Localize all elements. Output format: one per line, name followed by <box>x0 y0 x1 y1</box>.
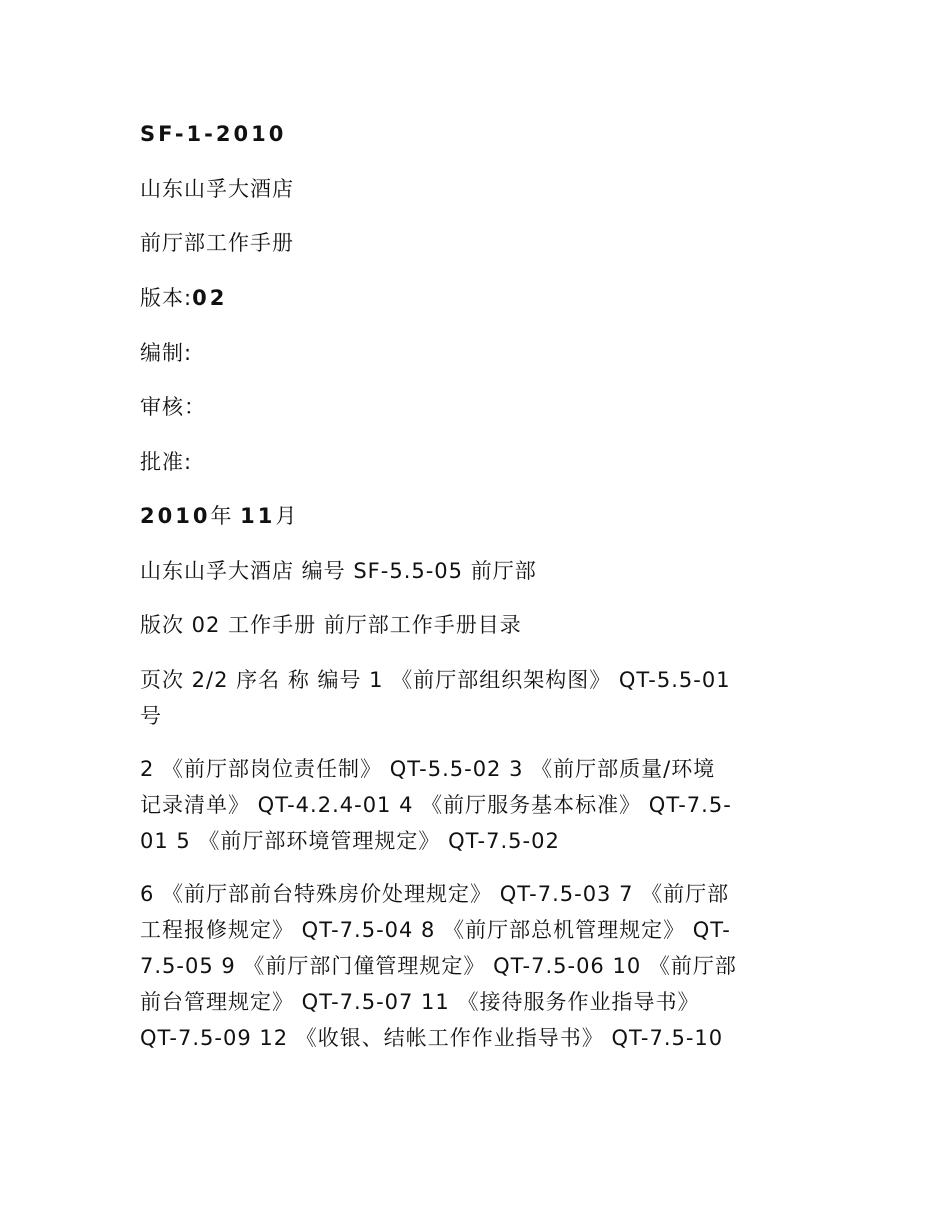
version-label: 版本: <box>140 286 193 310</box>
contents-line: 前台管理规定》 QT-7.5-07 11 《接待服务作业指导书》 <box>140 990 700 1014</box>
header-line-2: 版次 02 工作手册 前厅部工作手册目录 <box>140 613 522 637</box>
contents-line: 2 《前厅部岗位责任制》 QT-5.5-02 3 《前厅部质量/环境 <box>140 757 716 781</box>
contents-line: 工程报修规定》 QT-7.5-04 8 《前厅部总机管理规定》 QT- <box>140 918 731 942</box>
hotel-name: 山东山孚大酒店 <box>140 177 294 201</box>
contents-line: 7.5-05 9 《前厅部门僮管理规定》 QT-7.5-06 10 《前厅部 <box>140 954 737 978</box>
manual-title: 前厅部工作手册 <box>140 231 294 255</box>
date-month-char: 月 <box>275 504 298 528</box>
issue-date <box>140 498 297 534</box>
contents-line: 页次 2/2 序名 称 编号 1 《前厅部组织架构图》 QT-5.5-01 <box>140 668 731 692</box>
contents-paragraph-2 <box>140 751 812 859</box>
date-year-char: 年 <box>210 504 233 528</box>
contents-line: QT-7.5-09 12 《收银、结帐工作作业指导书》 QT-7.5-10 <box>140 1026 724 1050</box>
version-value: 02 <box>192 286 228 310</box>
contents-line: 6 《前厅部前台特殊房价处理规定》 QT-7.5-03 7 《前厅部 <box>140 882 730 906</box>
document-code: SF-1-2010 <box>140 122 287 146</box>
contents-paragraph-1 <box>140 662 812 734</box>
approved-by-label: 批准: <box>140 450 193 474</box>
contents-paragraph-3 <box>140 876 812 1056</box>
header-line-1: 山东山孚大酒店 编号 SF-5.5-05 前厅部 <box>140 559 537 583</box>
compiled-by-label: 编制: <box>140 341 193 365</box>
contents-line: 号 <box>140 704 162 728</box>
date-month: 11 <box>240 504 276 528</box>
contents-line: 01 5 《前厅部环境管理规定》 QT-7.5-02 <box>140 829 560 853</box>
reviewed-by-label: 审核： <box>140 395 206 419</box>
version-line <box>140 280 227 316</box>
contents-line: 记录清单》 QT-4.2.4-01 4 《前厅服务基本标准》 QT-7.5- <box>140 793 732 817</box>
date-year: 2010 <box>140 504 211 528</box>
